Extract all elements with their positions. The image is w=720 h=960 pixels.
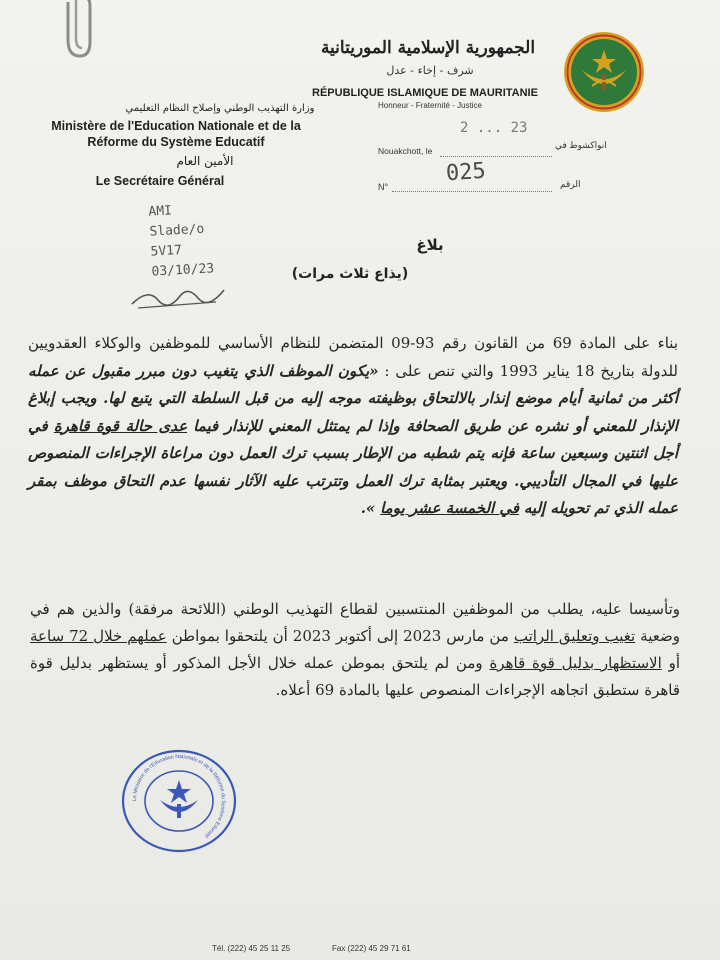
footer-phone: Tél. (222) 45 25 11 25 [212,944,291,953]
paragraph-legal-basis [28,330,678,523]
date-handwritten: 2 ... 23 [460,120,528,136]
annotation-line: Slade/o [149,221,205,240]
paperclip-icon [46,0,94,62]
annotation-line: 03/10/23 [151,261,215,280]
date-label-ar: انواكشوط في [555,140,607,150]
paragraph-text: أو [668,654,680,672]
underlined-phrase: الاستظهار بدليل قوة قاهرة [489,654,662,672]
country-name-ar: الجمهورية الإسلامية الموريتانية [320,38,536,58]
underlined-phrase: تغيب وتعليق الراتب [513,627,636,645]
secretary-general-fr: Le Secrétaire Général [95,174,225,188]
secretary-general-ar: الأمين العام [176,154,234,168]
stamp-text: Le Ministère de l'Education Nationale et de la Réforme du Système Educatif [131,753,227,839]
country-name-fr: RÉPUBLIQUE ISLAMIQUE DE MAURITANIE [312,87,538,99]
motto-ar: شرف - إخاء - عدل [386,64,474,77]
number-dotted-line [392,190,552,192]
number-handwritten: 025 [445,158,487,187]
signature-scribble [128,282,228,312]
underlined-phrase: في الخمسة عشر يوما [380,499,520,517]
paragraph-text: وتأسيسا عليه، يطلب من الموظفين المنتسبين لقطاع التهذيب الوطني (اللائحة مرفقة) والذين هم في وضعية [30,600,680,645]
ministry-name-fr: Ministère de l'Education Nationale et de la Réforme du Système Educatif [51,119,301,149]
annotation-line: AMI [148,203,173,220]
number-label-ar: الرقم [560,179,581,189]
number-label-fr: N° [378,182,389,192]
document-subtitle: (يذاع ثلاث مرات) [291,266,409,282]
paragraph-text: ومن لم يلتحق بموطن عمله خلال الأجل المذكور أو يستظهر بدليل قوة قاهرة ستطبق اتجاهه الإجراءات المنصوص عليها بالمادة 69 أعلاه. [30,654,680,699]
underlined-phrase: عدى حالة قوة قاهرة [53,416,188,435]
document-title: بلاغ [416,236,444,254]
date-dotted-line [440,155,552,157]
annotation-line: 5V17 [150,242,183,260]
date-label-fr: Nouakchott, le [378,146,433,156]
footer-fax: Fax (222) 45 29 71 61 [332,944,411,953]
quote-close: ». [360,499,376,517]
quoted-article-cont: في أجل اثنتين وسبعين ساعة فإنه يتم شطبه من الإطار بسبب ترك العمل دون مراعاة الإجراءات المنصوص عليها في المجال التأديبي. ويعتبر بمثابة ترك العمل وتترتب عليه الآثار نفسها عدم التحاق موظف بمقر عمله الذي تم تحويله إليه [28,416,678,517]
ministry-name-ar: وزارة التهذيب الوطني وإصلاح النظام التعليمي [125,103,315,114]
ministry-stamp [118,748,240,854]
paragraph-text: من مارس 2023 إلى أكتوبر 2023 أن يلتحقوا بمواطن [171,627,509,645]
paragraph-instruction [30,596,680,704]
paragraph-text: بناء على المادة 69 من القانون رقم 93-09 المتضمن للنظام الأساسي للموظفين والوكلاء العقدويين للدولة بتاريخ 18 يناير 1993 والتي تنص على : [28,334,678,380]
motto-fr: Honneur - Fraternité - Justice [377,101,483,110]
handwritten-annotation [148,197,252,282]
quoted-article: «يكون الموظف الذي يتغيب دون مبرر مقبول عن عمله أكثر من ثمانية أيام موضع إنذار بالالتحاق بوظيفته موجه إليه من قبل السلطة التي يتبع لها. ويجب إبلاغ الإنذار للمعني أو نشره عن طريق الصحافة وإذا لم يمتثل المعني للإنذار فيما [28,361,678,435]
mauritania-emblem-icon [562,30,646,114]
underlined-phrase: عملهم خلال 72 ساعة [30,627,167,645]
